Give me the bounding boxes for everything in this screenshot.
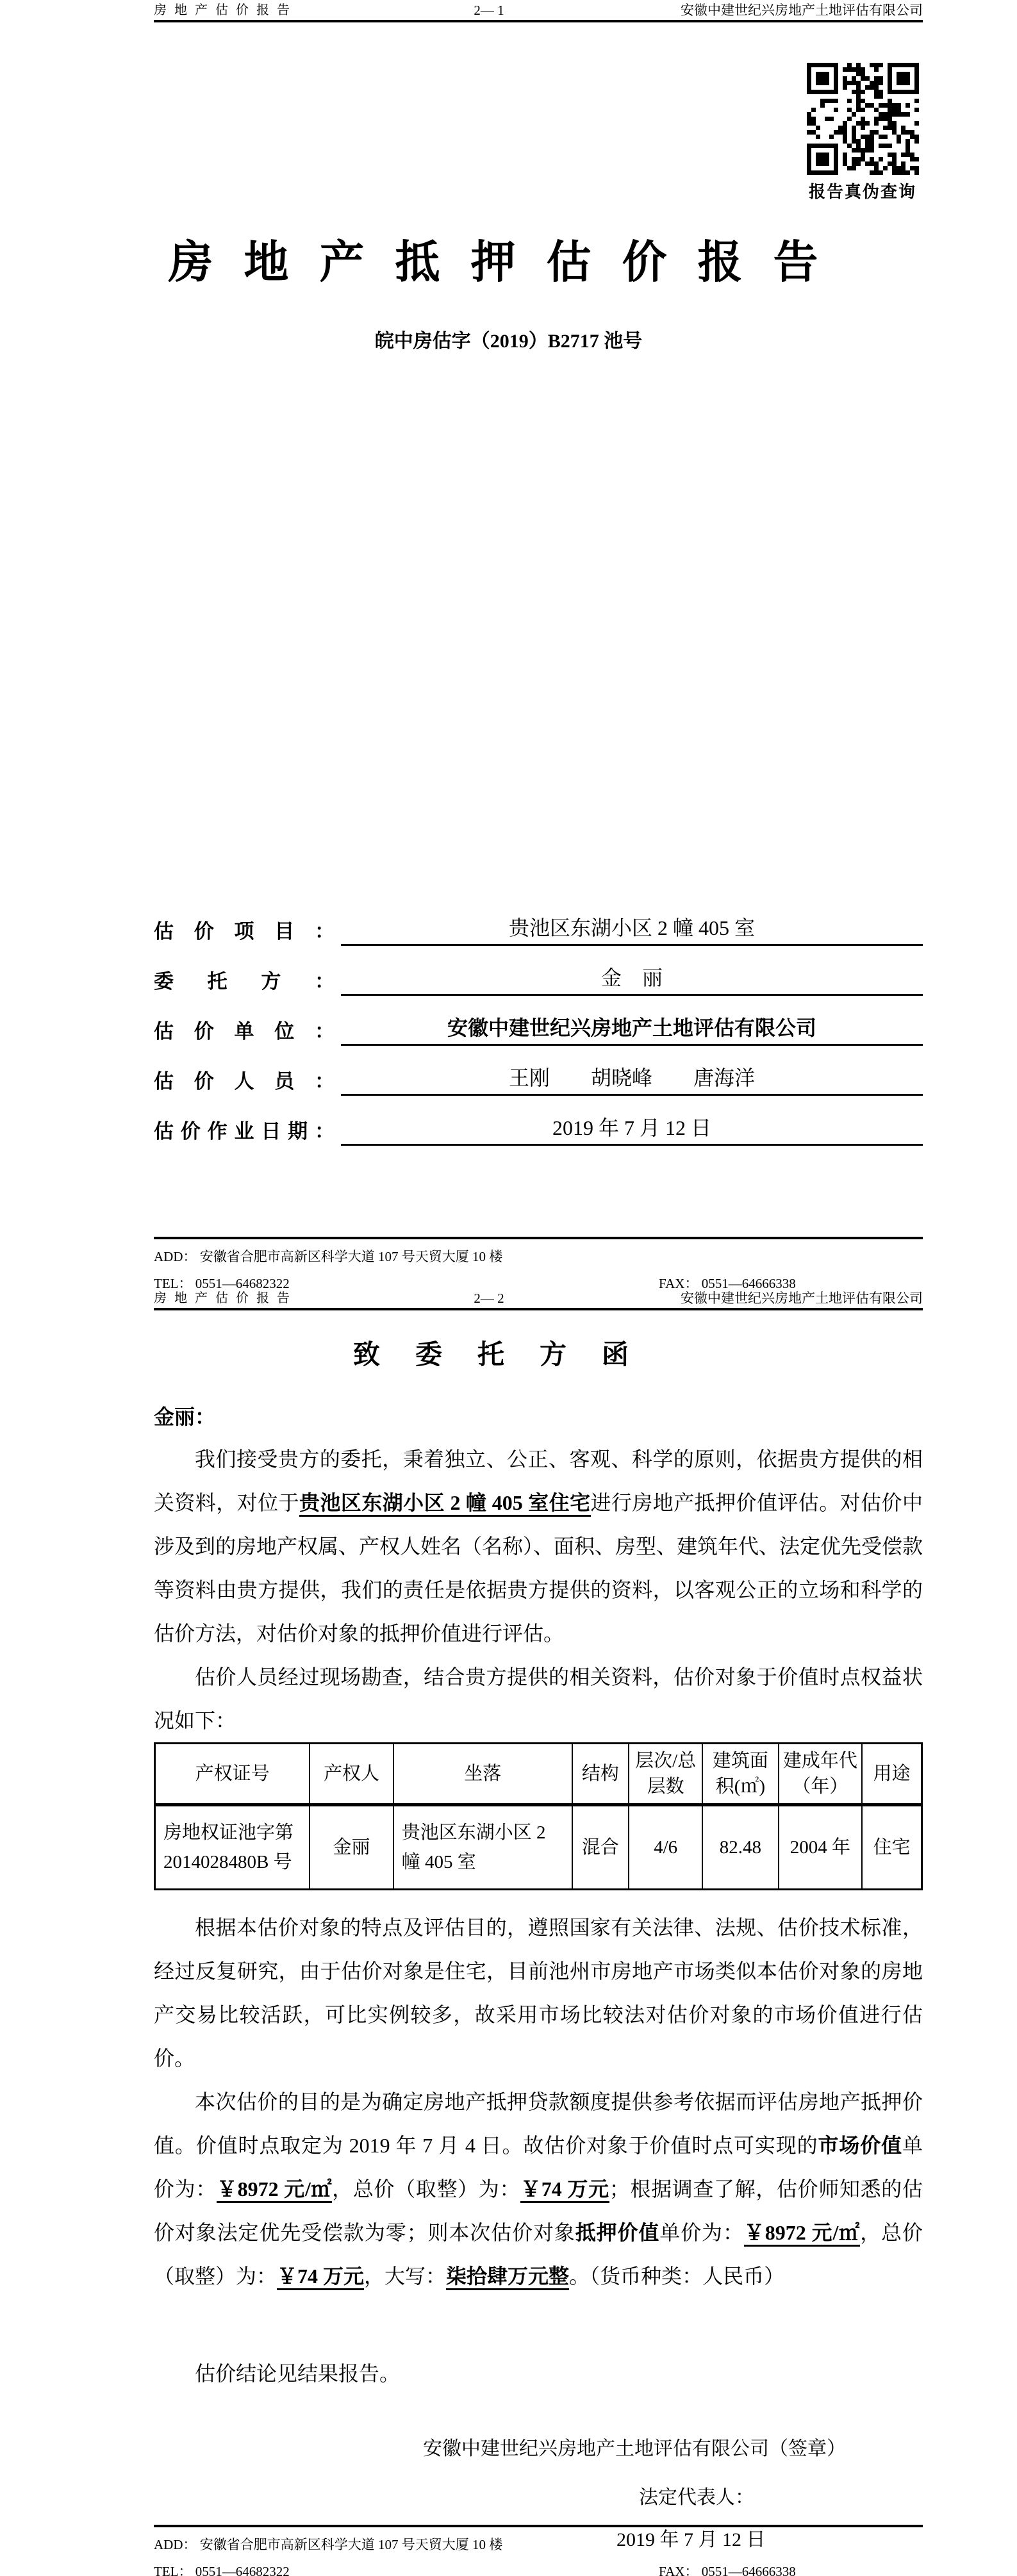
text-segment: ￥74 万元 xyxy=(277,2265,364,2290)
field-label: 估价人员： xyxy=(154,1070,335,1093)
header-company-name: 安徽中建世纪兴房地产土地评估有限公司 xyxy=(681,3,923,18)
header-page-number: 2— 2 xyxy=(474,1291,504,1306)
field-value: 金 丽 xyxy=(341,963,923,996)
table-cell-usage: 住宅 xyxy=(862,1805,922,1890)
header-company-name: 安徽中建世纪兴房地产土地评估有限公司 xyxy=(681,1291,923,1306)
paragraph-valuation-result xyxy=(154,2080,923,2298)
text-segment: 我们接受贵方的委托，秉着独立、公正、客观、科学的原则，依据贵方提供的相关资料，对位于 xyxy=(154,1448,923,1514)
footer-address: ADD： 安徽省合肥市高新区科学大道 107 号天贸大厦 10 楼 xyxy=(154,1249,503,1264)
table-cell-year-built: 2004 年 xyxy=(779,1805,862,1890)
field-value: 安徽中建世纪兴房地产土地评估有限公司 xyxy=(341,1013,923,1046)
footer-contacts xyxy=(154,1275,923,1288)
table-header-cell: 结构 xyxy=(572,1744,629,1805)
text-segment: 柒拾肆万元整 xyxy=(446,2265,569,2290)
footer-tel: TEL： 0551—64682322 xyxy=(154,1276,290,1288)
paragraph-method: 根据本估价对象的特点及评估目的，遵照国家有关法律、法规、估价技术标准，经过反复研究，由于估价对象是住宅，目前池州市房地产市场类似本估价对象的房地产交易比较活跃，可比实例较多，故采用市场比较法对估价对象的市场价值进行估价。 xyxy=(154,1916,923,2070)
table-cell-area: 82.48 xyxy=(702,1805,779,1890)
text-segment: ￥8972 元/㎡ xyxy=(217,2177,332,2203)
signature-company: 安徽中建世纪兴房地产土地评估有限公司（签章） xyxy=(423,2438,846,2459)
field-appraisal-date xyxy=(154,1096,923,1146)
table-header-cell: 坐落 xyxy=(393,1744,572,1805)
text-segment: ，大写： xyxy=(364,2265,447,2288)
table-header-row xyxy=(155,1744,922,1805)
text-segment: ￥74 万元 xyxy=(520,2177,609,2203)
text-segment: 贵池区东湖小区 2 幢 405 室住宅 xyxy=(299,1491,590,1517)
field-client xyxy=(154,946,923,996)
field-appraisal-project xyxy=(154,896,923,946)
cover-fields xyxy=(154,896,923,1146)
table-header-cell: 产权人 xyxy=(310,1744,393,1805)
page-header xyxy=(154,1288,923,1310)
field-label: 估价作业日期： xyxy=(154,1120,335,1143)
footer-contacts xyxy=(154,2563,923,2576)
text-segment: ￥8972 元/㎡ xyxy=(744,2221,860,2247)
text-segment: 进行房地产抵押价值评估。对估价中涉及到的房地产权属、产权人姓名（名称）、面积、房型、建筑年代、法定优先受偿款等资料由贵方提供，我们的责任是依据贵方提供的资料，以客观公正的立场和科学的估价方法，对估价对象的抵押价值进行评估。 xyxy=(154,1491,923,1645)
report-verification-block xyxy=(806,63,920,202)
header-page-number: 2— 1 xyxy=(474,3,504,18)
text-segment: 单价为： xyxy=(659,2221,744,2244)
letter-salutation: 金丽： xyxy=(154,1405,216,1428)
paragraph-engagement xyxy=(154,1437,923,1655)
report-doc-number: 皖中房估字（2019）B2717 池号 xyxy=(374,331,643,352)
field-value: 2019 年 7 月 12 日 xyxy=(341,1113,923,1146)
signature-legal-representative: 法定代表人： xyxy=(639,2487,754,2508)
table-header-cell: 建成年代（年） xyxy=(779,1744,862,1805)
field-value: 王刚 胡晓峰 唐海洋 xyxy=(341,1063,923,1096)
footer-tel: TEL： 0551—64682322 xyxy=(154,2564,290,2576)
table-header-cell: 层次/总层数 xyxy=(629,1744,702,1805)
table-cell-structure: 混合 xyxy=(572,1805,629,1890)
table-cell-certificate-no: 房地权证池字第2014028480B 号 xyxy=(155,1805,310,1890)
qr-caption: 报告真伪查询 xyxy=(808,183,916,201)
page-header xyxy=(154,0,923,22)
text-segment: 本次估价的目的是为确定房地产抵押贷款额度提供参考依据而评估房地产抵押价值。价值时点取定为 2019 年 7 月 4 日。故估价对象于价值时点可实现的 xyxy=(154,2090,923,2157)
qr-code xyxy=(807,63,919,175)
text-segment: 。（货币种类：人民币） xyxy=(569,2265,785,2288)
header-doc-type: 房地产估价报告 xyxy=(154,1291,297,1305)
paragraph-inspection: 估价人员经过现场勘查，结合贵方提供的相关资料，估价对象于价值时点权益状况如下： xyxy=(154,1665,923,1732)
property-rights-table xyxy=(154,1742,923,1890)
table-header-cell: 建筑面积(㎡) xyxy=(702,1744,779,1805)
page-footer xyxy=(154,1237,923,1288)
letter-page xyxy=(0,1288,1017,2576)
table-cell-owner: 金丽 xyxy=(310,1805,393,1890)
footer-fax: FAX： 0551—64666338 xyxy=(659,2564,796,2576)
field-label: 估价单位： xyxy=(154,1020,335,1043)
footer-address: ADD： 安徽省合肥市高新区科学大道 107 号天贸大厦 10 楼 xyxy=(154,2537,503,2552)
field-value: 贵池区东湖小区 2 幢 405 室 xyxy=(341,913,923,946)
table-row xyxy=(155,1805,922,1890)
text-segment: 抵押价值 xyxy=(575,2221,660,2244)
field-label: 委托方： xyxy=(154,970,335,993)
text-segment: ；根据调查了解，估价师知悉的估价对象法定优先受偿款为零；则本次估价对象 xyxy=(154,2177,923,2244)
page-footer xyxy=(154,2525,923,2576)
field-label: 估价项目： xyxy=(154,920,335,943)
table-header-cell: 产权证号 xyxy=(155,1744,310,1805)
report-title: 房地产抵押估价报告 xyxy=(168,238,849,288)
field-appraisers xyxy=(154,1046,923,1096)
signature-date: 2019 年 7 月 12 日 xyxy=(616,2529,766,2550)
text-segment: ，总价（取整）为： xyxy=(332,2177,521,2200)
header-doc-type: 房地产估价报告 xyxy=(154,3,297,17)
footer-fax: FAX： 0551—64666338 xyxy=(659,1276,796,1288)
table-cell-floor: 4/6 xyxy=(629,1805,702,1890)
paragraph-conclusion: 估价结论见结果报告。 xyxy=(195,2362,401,2385)
text-segment: 单价为： xyxy=(154,2134,923,2200)
letter-title: 致委托方函 xyxy=(352,1341,664,1370)
text-segment: ，总价（取整）为： xyxy=(154,2221,923,2288)
text-segment: 市场价值 xyxy=(818,2134,902,2157)
field-appraisal-agency xyxy=(154,996,923,1046)
table-header-cell: 用途 xyxy=(862,1744,922,1805)
table-cell-location: 贵池区东湖小区 2 幢 405 室 xyxy=(393,1805,572,1890)
